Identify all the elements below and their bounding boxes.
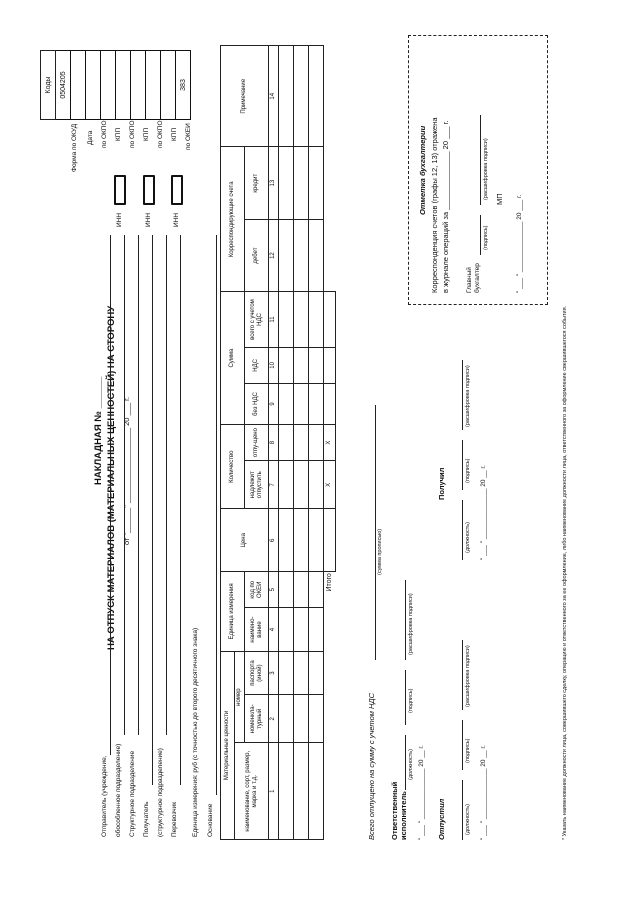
kpp-label-1: КПП — [115, 127, 122, 141]
price-header: Цена — [221, 509, 269, 572]
unit-code-header: код по ОКЕИ — [245, 572, 269, 608]
received-label: Получил — [437, 467, 446, 500]
col-number: 9 — [269, 383, 279, 424]
passport-header: паспорта (иной) — [245, 651, 269, 694]
position-caption: (должность) — [408, 749, 414, 780]
signature-caption: (подпись) — [408, 688, 414, 713]
group-qty-header: Количество — [221, 424, 245, 508]
col-number: 5 — [269, 572, 279, 608]
col-number: 13 — [269, 147, 279, 219]
okud-label: Форма по ОКУД — [71, 123, 78, 172]
accounting-line1: Корреспонденция счетов (графы 12, 13) отражена — [430, 117, 439, 293]
codes-header: Коды — [41, 51, 56, 120]
basis-label: Основание — [207, 803, 214, 837]
date-label: Дата — [87, 130, 94, 145]
executor-label: исполнитель — [399, 791, 408, 840]
recipient-label: Получатель — [143, 801, 150, 837]
kpp-code-carrier — [161, 51, 176, 120]
kpp-code-recipient — [131, 51, 146, 120]
col-number: 2 — [269, 695, 279, 743]
debit-header: дебет — [245, 219, 269, 291]
okei-code: 383 — [176, 51, 191, 120]
released-label: Отпустил — [437, 798, 446, 840]
okpo-label-2: по ОКПО — [129, 120, 136, 148]
separate-division-label: обособленное подразделение) — [115, 743, 122, 837]
kpp-code-sender — [101, 51, 116, 120]
executor-date: " ___ " ______________ 20 __ г. — [418, 745, 425, 840]
recipient-division-label: (структурное подразделение) — [157, 748, 164, 837]
codes-table — [40, 50, 191, 120]
chief-label-2: бухгалтер — [474, 263, 481, 293]
vat-header: НДС — [245, 347, 269, 383]
inn-box-recipient — [143, 175, 155, 205]
col-number: 7 — [269, 461, 279, 509]
note-header: Примечание — [221, 46, 269, 147]
total-label: Итого — [324, 572, 336, 840]
chief-label-1: Главный — [466, 267, 473, 293]
okpo-label: по ОКПО — [101, 120, 108, 148]
col-number: 14 — [269, 46, 279, 147]
released-decode-caption: (расшифровка подписи) — [465, 645, 471, 707]
kpp-label-3: КПП — [171, 127, 178, 141]
total-row — [324, 46, 336, 840]
sender-label: Отправитель (учреждение, — [101, 755, 108, 837]
materials-table — [220, 45, 336, 840]
accounting-title: Отметка бухгалтерии — [418, 125, 427, 215]
sum-words-caption: (сумма прописью) — [377, 528, 383, 575]
released-total-label: Всего отпущено на сумму с учетом НДС — [367, 692, 376, 840]
total-vat-header: всего с учетом НДС — [245, 292, 269, 348]
col-number: 4 — [269, 608, 279, 651]
okud-code: 0504205 — [56, 51, 71, 120]
released-position-caption: (должность) — [465, 804, 471, 835]
date-code — [71, 51, 86, 120]
group-sum-header: Сумма — [221, 292, 245, 425]
released-signature-caption: (подпись) — [465, 738, 471, 763]
inn-label-3: ИНН — [173, 212, 180, 227]
received-date: " ___ " ______________ 20 __ г. — [480, 465, 487, 560]
chief-decode-caption: (расшифровка подписи) — [483, 138, 489, 200]
okpo-code — [86, 51, 101, 120]
col-number: 6 — [269, 509, 279, 572]
okpo-label-3: по ОКПО — [157, 120, 164, 148]
table-row — [294, 46, 309, 840]
okpo-code-recipient — [116, 51, 131, 120]
number-header: номер — [235, 651, 245, 743]
col-number: 8 — [269, 424, 279, 460]
accounting-date: " ___ " ______________ 20 ___ г. — [516, 194, 523, 293]
kpp-label-2: КПП — [143, 127, 150, 141]
group-values-header: Материальные ценности — [221, 651, 235, 839]
form-subtitle: НА ОТПУСК МАТЕРИАЛОВ (МАТЕРИАЛЬНЫХ ЦЕННОСТЕЙ) НА СТОРОНУ — [106, 305, 117, 650]
signature-decode-caption: (расшифровка подписи) — [408, 593, 414, 655]
form-title: НАКЛАДНАЯ № ______ — [93, 376, 104, 485]
unit-name-header: наимено-вание — [245, 608, 269, 651]
col-number: 10 — [269, 347, 279, 383]
group-corr-header: Корреспондирующие счета — [221, 147, 245, 292]
carrier-label: Перевозчик — [171, 801, 178, 837]
col-number: 1 — [269, 743, 279, 840]
okpo-code-carrier — [146, 51, 161, 120]
structural-division-label: Структурное подразделение — [129, 750, 136, 837]
credit-header: кредит — [245, 147, 269, 219]
form-date: от "______" __________________ 20 ___ г. — [122, 396, 131, 545]
col-number: 12 — [269, 219, 279, 291]
received-position-caption: (должность) — [465, 522, 471, 553]
unit-label: Единица измерения: руб (с точностью до второго десятичного знака) — [192, 627, 199, 837]
released-date: " ___ " ______________ 20 __ г. — [480, 745, 487, 840]
received-signature-caption: (подпись) — [465, 458, 471, 483]
name-header: наименование, сорт, размер, марка и т.д. — [235, 743, 269, 840]
footnote: * Указать наименование должности лица, совершившего сделку, операцию и ответственного за ее оформление, либо наименование должности лица, ответственного за оформление свершившегося события. — [562, 305, 568, 840]
mp-label: МП — [495, 193, 504, 205]
responsible-label: Ответственный — [390, 781, 399, 840]
chief-signature-caption: (подпись) — [483, 225, 489, 250]
group-unit-header: Единица измерения — [221, 572, 245, 652]
table-row — [279, 46, 294, 840]
released-header: отпу-щено — [245, 424, 269, 460]
no-vat-header: без НДС — [245, 383, 269, 424]
column-numbers-row — [269, 46, 279, 840]
inn-box-sender — [114, 175, 126, 205]
inn-label-1: ИНН — [116, 212, 123, 227]
received-decode-caption: (расшифровка подписи) — [465, 365, 471, 427]
x-mark: X — [324, 424, 336, 460]
okei-label: по ОКЕИ — [185, 123, 192, 150]
x-mark: X — [324, 461, 336, 509]
inn-label-2: ИНН — [145, 212, 152, 227]
accounting-line2: в журнале операций за ______________ 20 ___ г. — [441, 120, 450, 293]
col-number: 3 — [269, 651, 279, 694]
col-number: 11 — [269, 292, 279, 348]
to-release-header: надлежит отпустить — [245, 461, 269, 509]
nomen-header: номенкла-турный — [245, 695, 269, 743]
inn-box-carrier — [171, 175, 183, 205]
table-row — [309, 46, 324, 840]
